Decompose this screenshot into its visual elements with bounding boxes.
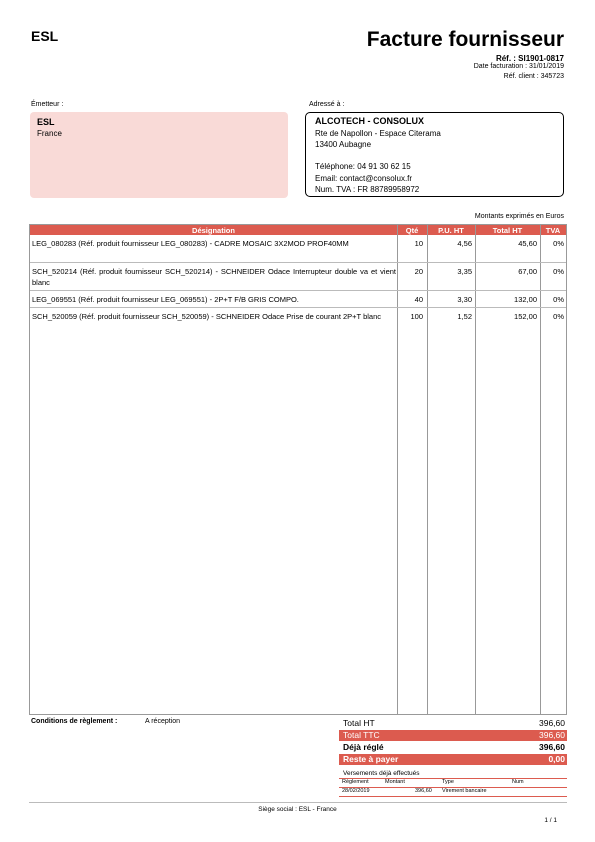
line-total: 45,60 bbox=[518, 239, 537, 248]
payment-row bbox=[339, 788, 567, 797]
line-vat: 0% bbox=[553, 295, 564, 304]
paid-row bbox=[339, 742, 567, 753]
client-reference: Réf. client : 345723 bbox=[503, 73, 564, 80]
line-qty: 40 bbox=[414, 295, 423, 304]
row-separator bbox=[30, 290, 566, 291]
sender-name: ESL bbox=[37, 117, 55, 127]
company-name: ESL bbox=[31, 28, 59, 44]
header-total: Total HT bbox=[492, 226, 523, 235]
line-vat: 0% bbox=[553, 239, 564, 248]
recipient-label: Adressé à : bbox=[309, 101, 345, 108]
total-ttc-row bbox=[339, 730, 567, 741]
line-unit-price: 1,52 bbox=[457, 312, 472, 321]
sender-country: France bbox=[37, 129, 62, 138]
header-unit-price: P.U. HT bbox=[438, 226, 464, 235]
payments-header-amount: Montant bbox=[385, 779, 405, 785]
line-total: 152,00 bbox=[514, 312, 537, 321]
line-vat: 0% bbox=[553, 267, 564, 276]
amount-due-label: Reste à payer bbox=[343, 754, 399, 764]
header-designation: Désignation bbox=[192, 226, 235, 235]
currency-note: Montants exprimés en Euros bbox=[474, 213, 564, 220]
invoice-date: Date facturation : 31/01/2019 bbox=[473, 63, 564, 70]
amount-due-row bbox=[339, 754, 567, 765]
line-qty: 10 bbox=[414, 239, 423, 248]
payments-header-date: Règlement bbox=[342, 779, 369, 785]
payments-header-num: Num bbox=[512, 779, 524, 785]
amount-due-value: 0,00 bbox=[548, 754, 565, 764]
line-total: 67,00 bbox=[518, 267, 537, 276]
paid-value: 396,60 bbox=[539, 742, 565, 752]
payments-header-type: Type bbox=[442, 779, 454, 785]
sender-box bbox=[30, 112, 288, 198]
line-designation: LEG_069551 (Réf. produit fournisseur LEG_069551) - 2P+T F/B GRIS COMPO. bbox=[32, 295, 299, 304]
recipient-address-line1: Rte de Napollon - Espace Citerama bbox=[315, 129, 441, 138]
line-unit-price: 3,35 bbox=[457, 267, 472, 276]
payment-type: Virement bancaire bbox=[442, 788, 487, 794]
line-qty: 100 bbox=[410, 312, 423, 321]
row-separator bbox=[30, 262, 566, 263]
total-ht-value: 396,60 bbox=[539, 718, 565, 728]
header-vat: TVA bbox=[545, 226, 561, 235]
paid-label: Déjà réglé bbox=[343, 742, 384, 752]
line-designation: SCH_520214 (Réf. produit fournisseur SCH_520214) - SCHNEIDER Odace Interrupteur double va et vient blanc bbox=[32, 267, 396, 287]
line-designation: LEG_080283 (Réf. produit fournisseur LEG_080283) - CADRE MOSAIC 3X2MOD PROF40MM bbox=[32, 239, 349, 248]
total-ttc-label: Total TTC bbox=[343, 730, 380, 740]
line-unit-price: 3,30 bbox=[457, 295, 472, 304]
line-designation: SCH_520059 (Réf. produit fournisseur SCH_520059) - SCHNEIDER Odace Prise de courant 2P+T blanc bbox=[32, 312, 381, 321]
footer-divider bbox=[29, 802, 567, 803]
recipient-box bbox=[305, 112, 564, 197]
table-header bbox=[30, 225, 566, 235]
payments-header bbox=[339, 778, 567, 788]
recipient-email: Email: contact@consolux.fr bbox=[315, 174, 413, 183]
payment-terms-value: A réception bbox=[145, 718, 181, 725]
row-separator bbox=[30, 307, 566, 308]
document-title: Facture fournisseur bbox=[366, 28, 564, 51]
recipient-phone: Téléphone: 04 91 30 62 15 bbox=[315, 162, 411, 171]
header-qty: Qté bbox=[405, 226, 419, 235]
total-ht-label: Total HT bbox=[343, 718, 375, 728]
payment-date: 28/02/2019 bbox=[342, 788, 370, 794]
invoice-lines-table bbox=[29, 224, 567, 715]
total-ht-row bbox=[339, 718, 567, 729]
footer-text: Siège social : ESL - France bbox=[258, 806, 337, 813]
payments-table bbox=[339, 778, 567, 797]
payment-amount: 396,60 bbox=[415, 788, 432, 794]
total-ttc-value: 396,60 bbox=[539, 730, 565, 740]
line-qty: 20 bbox=[414, 267, 423, 276]
line-unit-price: 4,56 bbox=[457, 239, 472, 248]
recipient-address-line2: 13400 Aubagne bbox=[315, 140, 372, 149]
payment-terms-label: Conditions de règlement : bbox=[31, 718, 118, 725]
recipient-vat: Num. TVA : FR 88789958972 bbox=[315, 185, 420, 194]
line-total: 132,00 bbox=[514, 295, 537, 304]
payments-title: Versements déjà effectués bbox=[343, 770, 420, 777]
invoice-reference: Réf. : SI1901-0817 bbox=[495, 54, 564, 63]
line-vat: 0% bbox=[553, 312, 564, 321]
page-number: 1 / 1 bbox=[544, 817, 557, 824]
sender-label: Émetteur : bbox=[31, 101, 64, 108]
recipient-name: ALCOTECH - CONSOLUX bbox=[315, 116, 424, 126]
